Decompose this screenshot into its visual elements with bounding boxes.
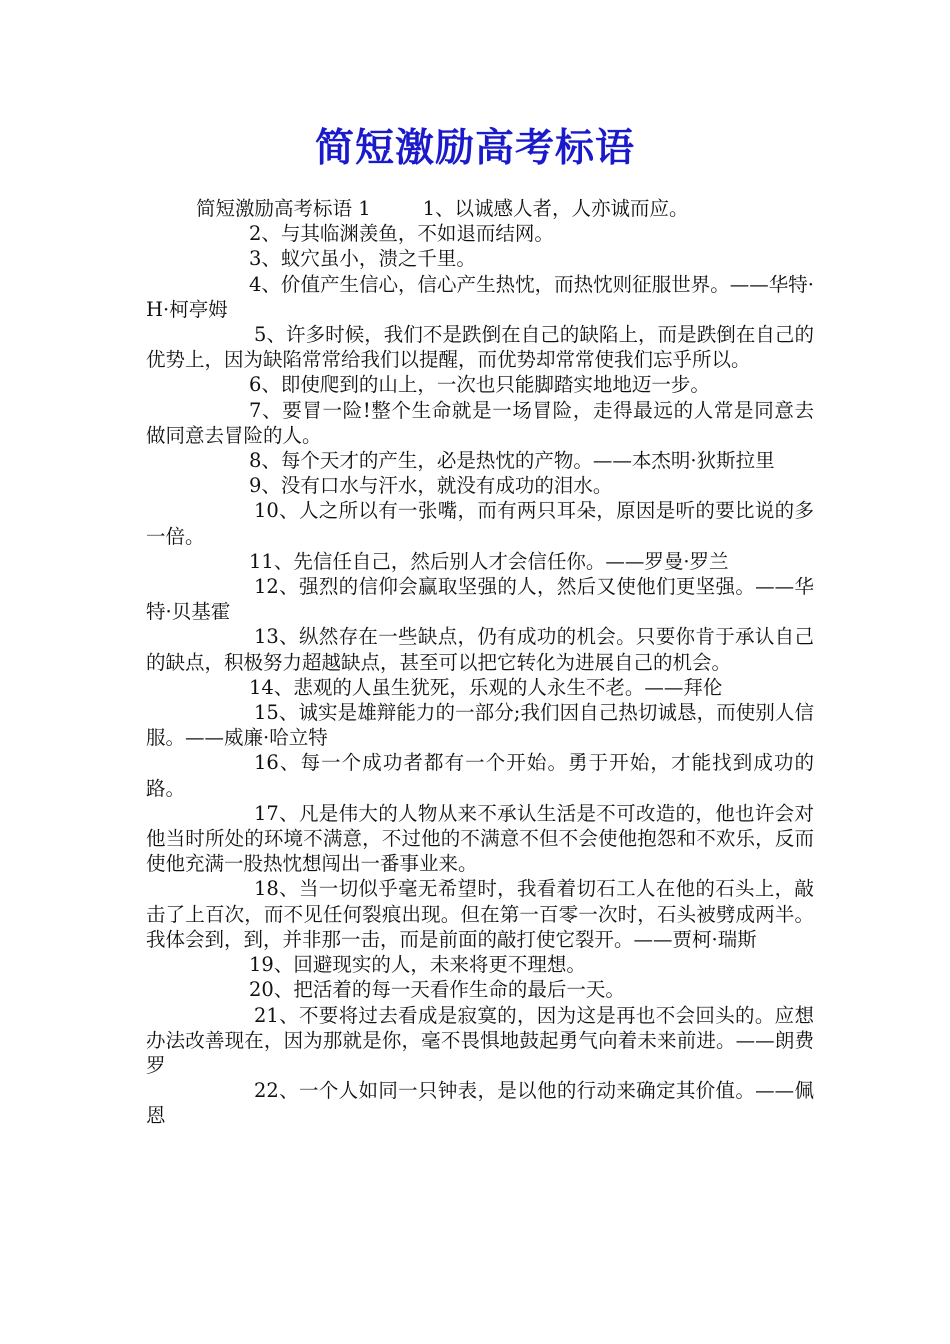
list-item: 18、当一切似乎毫无希望时，我看着切石工人在他的石头上，敲击了上百次，而不见任何裂痕出现。但在第一百零一次时，石头被劈成两半。我体会到，到，并非那一击，而是前面的敲打使它裂开。——贾柯·瑞斯 xyxy=(146,877,814,951)
list-item: 1、以诚感人者，人亦诚而应。 xyxy=(422,197,689,220)
list-item: 11、先信任自己，然后别人才会信任你。——罗曼·罗兰 xyxy=(249,549,729,573)
list-item: 13、纵然存在一些缺点，仍有成功的机会。只要你肯于承认自己的缺点，积极努力超越缺点，甚至可以把它转化为进展自己的机会。 xyxy=(146,625,814,674)
list-item: 2、与其临渊羡鱼，不如退而结网。 xyxy=(249,222,554,246)
list-item: 6、即使爬到的山上，一次也只能脚踏实地地迈一步。 xyxy=(249,373,710,397)
list-item: 8、每个天才的产生，必是热忱的产物。——本杰明·狄斯拉里 xyxy=(249,449,775,473)
list-item: 17、凡是伟大的人物从来不承认生活是不可改造的，他也许会对他当时所处的环境不满意，不过他的不满意不但不会使他抱怨和不欢乐，反而使他充满一股热忱想闯出一番事业来。 xyxy=(146,801,814,876)
list-item: 21、不要将过去看成是寂寞的，因为这是再也不会回头的。应想办法改善现在，因为那就是你，毫不畏惧地鼓起勇气向着未来前进。——朗费罗 xyxy=(146,1003,814,1077)
list-item: 14、悲观的人虽生犹死，乐观的人永生不老。——拜伦 xyxy=(249,675,723,699)
inline-heading: 简短激励高考标语 1 xyxy=(196,197,371,220)
list-item: 16、每一个成功者都有一个开始。勇于开始，才能找到成功的路。 xyxy=(146,751,814,800)
document-body xyxy=(146,196,814,1129)
paragraph-first xyxy=(146,196,814,221)
list-item: 3、蚁穴虽小，溃之千里。 xyxy=(249,247,476,271)
list-item: 20、把活着的每一天看作生命的最后一天。 xyxy=(249,978,625,1002)
list-item: 10、人之所以有一张嘴，而有两只耳朵，原因是听的要比说的多一倍。 xyxy=(146,499,814,548)
list-item: 5、许多时候，我们不是跌倒在自己的缺陷上，而是跌倒在自己的优势上，因为缺陷常常给我们以提醒，而优势却常常使我们忘乎所以。 xyxy=(146,323,814,372)
list-item: 19、回避现实的人，未来将更不理想。 xyxy=(249,953,586,977)
list-item: 22、一个人如同一只钟表，是以他的行动来确定其价值。——佩恩 xyxy=(146,1079,814,1128)
list-item: 9、没有口水与汗水，就没有成功的泪水。 xyxy=(249,474,613,498)
list-item: 12、强烈的信仰会赢取坚强的人，然后又使他们更坚强。——华特·贝基霍 xyxy=(146,575,814,624)
list-item: 7、要冒一险!整个生命就是一场冒险，走得最远的人常是同意去做同意去冒险的人。 xyxy=(146,398,814,447)
document-title: 简短激励高考标语 xyxy=(314,125,635,171)
list-item: 15、诚实是雄辩能力的一部分;我们因自己热切诚恳，而使别人信服。——威廉·哈立特 xyxy=(146,701,814,750)
list-item: 4、价值产生信心，信心产生热忱，而热忱则征服世界。——华特·H·柯亭姆 xyxy=(146,272,814,321)
